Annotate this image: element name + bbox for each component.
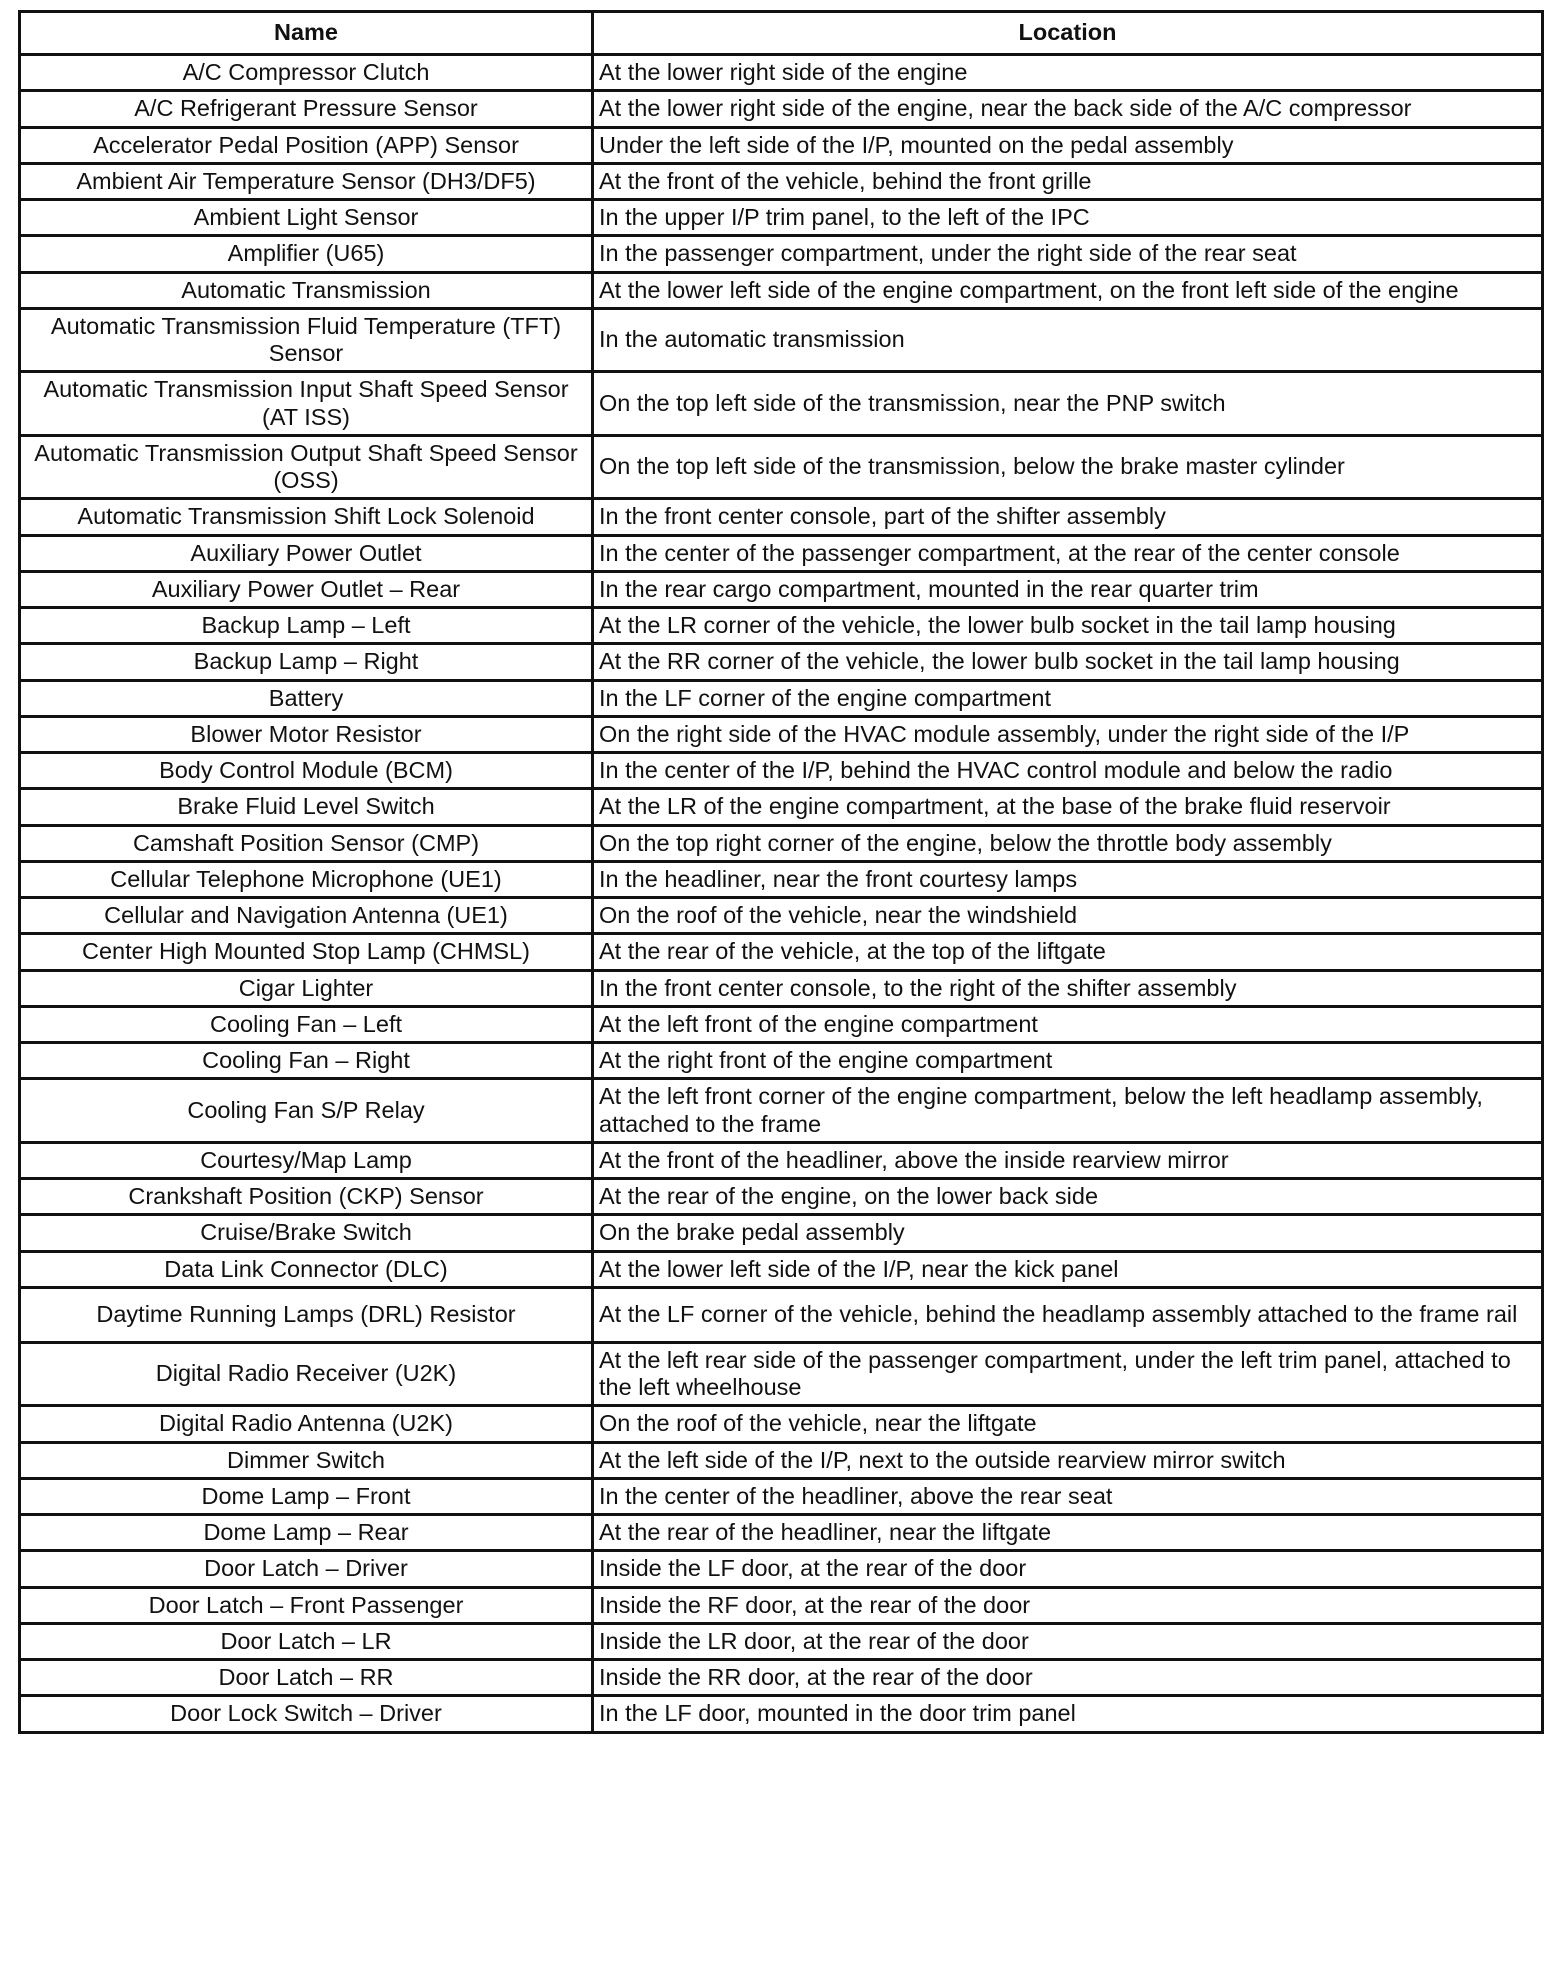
table-row <box>20 571 1543 607</box>
component-name-cell: Door Latch – LR <box>20 1623 593 1659</box>
table-row <box>20 861 1543 897</box>
table-row <box>20 1342 1543 1406</box>
component-location-cell: At the LR of the engine compartment, at the base of the brake fluid reservoir <box>593 789 1543 825</box>
table-row <box>20 1515 1543 1551</box>
table-row <box>20 55 1543 91</box>
table-row <box>20 1442 1543 1478</box>
component-name-cell: Cruise/Brake Switch <box>20 1215 593 1251</box>
table-row <box>20 753 1543 789</box>
table-row <box>20 127 1543 163</box>
component-location-cell: On the top right corner of the engine, below the throttle body assembly <box>593 825 1543 861</box>
table-row <box>20 1179 1543 1215</box>
component-location-cell: At the left rear side of the passenger compartment, under the left trim panel, attached to the left wheelhouse <box>593 1342 1543 1406</box>
component-location-cell: On the top left side of the transmission, near the PNP switch <box>593 372 1543 436</box>
component-location-cell: Under the left side of the I/P, mounted on the pedal assembly <box>593 127 1543 163</box>
component-location-cell: In the center of the headliner, above the rear seat <box>593 1478 1543 1514</box>
table-row <box>20 716 1543 752</box>
table-row <box>20 789 1543 825</box>
table-row <box>20 236 1543 272</box>
table-row <box>20 608 1543 644</box>
table-row <box>20 499 1543 535</box>
component-location-cell: On the roof of the vehicle, near the windshield <box>593 898 1543 934</box>
table-row <box>20 1215 1543 1251</box>
component-name-cell: Automatic Transmission Output Shaft Speed Sensor (OSS) <box>20 435 593 499</box>
table-row <box>20 1079 1543 1143</box>
component-location-table <box>18 10 1544 1734</box>
table-row <box>20 1623 1543 1659</box>
component-location-cell: At the front of the headliner, above the inside rearview mirror <box>593 1142 1543 1178</box>
table-row <box>20 163 1543 199</box>
table-row <box>20 1696 1543 1732</box>
table-row <box>20 535 1543 571</box>
component-location-cell: At the rear of the engine, on the lower back side <box>593 1179 1543 1215</box>
table-row <box>20 1142 1543 1178</box>
component-name-cell: Battery <box>20 680 593 716</box>
component-name-cell: Cigar Lighter <box>20 970 593 1006</box>
component-name-cell: Digital Radio Receiver (U2K) <box>20 1342 593 1406</box>
component-location-cell: In the LF door, mounted in the door trim panel <box>593 1696 1543 1732</box>
component-location-cell: In the center of the I/P, behind the HVAC control module and below the radio <box>593 753 1543 789</box>
component-name-cell: Dome Lamp – Front <box>20 1478 593 1514</box>
component-name-cell: A/C Compressor Clutch <box>20 55 593 91</box>
component-name-cell: Automatic Transmission Input Shaft Speed Sensor (AT ISS) <box>20 372 593 436</box>
table-row <box>20 1406 1543 1442</box>
table-row <box>20 1251 1543 1287</box>
component-name-cell: Auxiliary Power Outlet <box>20 535 593 571</box>
table-row <box>20 970 1543 1006</box>
component-location-cell: At the front of the vehicle, behind the front grille <box>593 163 1543 199</box>
table-row <box>20 1478 1543 1514</box>
table-body <box>20 55 1543 1733</box>
component-name-cell: Accelerator Pedal Position (APP) Sensor <box>20 127 593 163</box>
component-location-cell: At the rear of the headliner, near the liftgate <box>593 1515 1543 1551</box>
component-name-cell: Dome Lamp – Rear <box>20 1515 593 1551</box>
component-name-cell: Data Link Connector (DLC) <box>20 1251 593 1287</box>
table-row <box>20 1287 1543 1342</box>
component-name-cell: Digital Radio Antenna (U2K) <box>20 1406 593 1442</box>
component-location-cell: In the center of the passenger compartment, at the rear of the center console <box>593 535 1543 571</box>
component-name-cell: Dimmer Switch <box>20 1442 593 1478</box>
component-name-cell: Body Control Module (BCM) <box>20 753 593 789</box>
component-location-cell: At the left front of the engine compartment <box>593 1006 1543 1042</box>
component-name-cell: Cellular Telephone Microphone (UE1) <box>20 861 593 897</box>
component-location-cell: In the LF corner of the engine compartment <box>593 680 1543 716</box>
component-location-cell: At the rear of the vehicle, at the top of the liftgate <box>593 934 1543 970</box>
component-location-cell: Inside the LR door, at the rear of the door <box>593 1623 1543 1659</box>
header-row <box>20 12 1543 55</box>
component-location-cell: On the roof of the vehicle, near the liftgate <box>593 1406 1543 1442</box>
component-name-cell: Cooling Fan – Left <box>20 1006 593 1042</box>
component-location-cell: At the RR corner of the vehicle, the lower bulb socket in the tail lamp housing <box>593 644 1543 680</box>
table-row <box>20 934 1543 970</box>
table-row <box>20 272 1543 308</box>
component-name-cell: Door Latch – Driver <box>20 1551 593 1587</box>
table-row <box>20 644 1543 680</box>
component-name-cell: Camshaft Position Sensor (CMP) <box>20 825 593 861</box>
component-name-cell: Daytime Running Lamps (DRL) Resistor <box>20 1287 593 1342</box>
component-location-cell: At the right front of the engine compartment <box>593 1043 1543 1079</box>
component-name-cell: Ambient Air Temperature Sensor (DH3/DF5) <box>20 163 593 199</box>
component-location-cell: In the automatic transmission <box>593 308 1543 372</box>
component-name-cell: Automatic Transmission <box>20 272 593 308</box>
table-row <box>20 898 1543 934</box>
component-name-cell: Auxiliary Power Outlet – Rear <box>20 571 593 607</box>
component-name-cell: Blower Motor Resistor <box>20 716 593 752</box>
component-location-cell: In the passenger compartment, under the right side of the rear seat <box>593 236 1543 272</box>
component-name-cell: Center High Mounted Stop Lamp (CHMSL) <box>20 934 593 970</box>
component-location-cell: In the front center console, part of the shifter assembly <box>593 499 1543 535</box>
component-name-cell: Cellular and Navigation Antenna (UE1) <box>20 898 593 934</box>
component-name-cell: Ambient Light Sensor <box>20 200 593 236</box>
table-row <box>20 680 1543 716</box>
component-name-cell: Courtesy/Map Lamp <box>20 1142 593 1178</box>
component-name-cell: Backup Lamp – Right <box>20 644 593 680</box>
component-name-cell: Automatic Transmission Shift Lock Solenoid <box>20 499 593 535</box>
component-name-cell: Brake Fluid Level Switch <box>20 789 593 825</box>
table-row <box>20 435 1543 499</box>
component-location-cell: At the left front corner of the engine compartment, below the left headlamp assembly, attached to the frame <box>593 1079 1543 1143</box>
component-location-cell: Inside the RR door, at the rear of the door <box>593 1660 1543 1696</box>
component-location-cell: In the front center console, to the right of the shifter assembly <box>593 970 1543 1006</box>
component-location-cell: On the brake pedal assembly <box>593 1215 1543 1251</box>
component-name-cell: Backup Lamp – Left <box>20 608 593 644</box>
component-name-cell: Door Latch – RR <box>20 1660 593 1696</box>
component-location-cell: At the LR corner of the vehicle, the lower bulb socket in the tail lamp housing <box>593 608 1543 644</box>
table-row <box>20 372 1543 436</box>
name-column-header: Name <box>20 12 593 55</box>
component-name-cell: A/C Refrigerant Pressure Sensor <box>20 91 593 127</box>
component-location-cell: At the lower right side of the engine, near the back side of the A/C compressor <box>593 91 1543 127</box>
component-location-cell: In the rear cargo compartment, mounted in the rear quarter trim <box>593 571 1543 607</box>
table-row <box>20 1043 1543 1079</box>
component-location-cell: At the LF corner of the vehicle, behind the headlamp assembly attached to the frame rail <box>593 1287 1543 1342</box>
component-location-cell: At the lower right side of the engine <box>593 55 1543 91</box>
component-location-cell: At the left side of the I/P, next to the outside rearview mirror switch <box>593 1442 1543 1478</box>
component-name-cell: Cooling Fan S/P Relay <box>20 1079 593 1143</box>
component-name-cell: Crankshaft Position (CKP) Sensor <box>20 1179 593 1215</box>
component-name-cell: Door Latch – Front Passenger <box>20 1587 593 1623</box>
component-name-cell: Door Lock Switch – Driver <box>20 1696 593 1732</box>
component-location-cell: Inside the RF door, at the rear of the door <box>593 1587 1543 1623</box>
location-column-header: Location <box>593 12 1543 55</box>
component-location-cell: Inside the LF door, at the rear of the door <box>593 1551 1543 1587</box>
component-location-cell: At the lower left side of the I/P, near the kick panel <box>593 1251 1543 1287</box>
table-row <box>20 1587 1543 1623</box>
component-name-cell: Automatic Transmission Fluid Temperature (TFT) Sensor <box>20 308 593 372</box>
table-row <box>20 825 1543 861</box>
component-name-cell: Amplifier (U65) <box>20 236 593 272</box>
table-row <box>20 308 1543 372</box>
table-row <box>20 1551 1543 1587</box>
table-row <box>20 1660 1543 1696</box>
component-location-cell: On the right side of the HVAC module assembly, under the right side of the I/P <box>593 716 1543 752</box>
component-location-cell: On the top left side of the transmission, below the brake master cylinder <box>593 435 1543 499</box>
component-location-cell: In the headliner, near the front courtesy lamps <box>593 861 1543 897</box>
table-row <box>20 1006 1543 1042</box>
table-row <box>20 91 1543 127</box>
component-name-cell: Cooling Fan – Right <box>20 1043 593 1079</box>
component-location-cell: At the lower left side of the engine compartment, on the front left side of the engine <box>593 272 1543 308</box>
table-row <box>20 200 1543 236</box>
component-location-cell: In the upper I/P trim panel, to the left of the IPC <box>593 200 1543 236</box>
